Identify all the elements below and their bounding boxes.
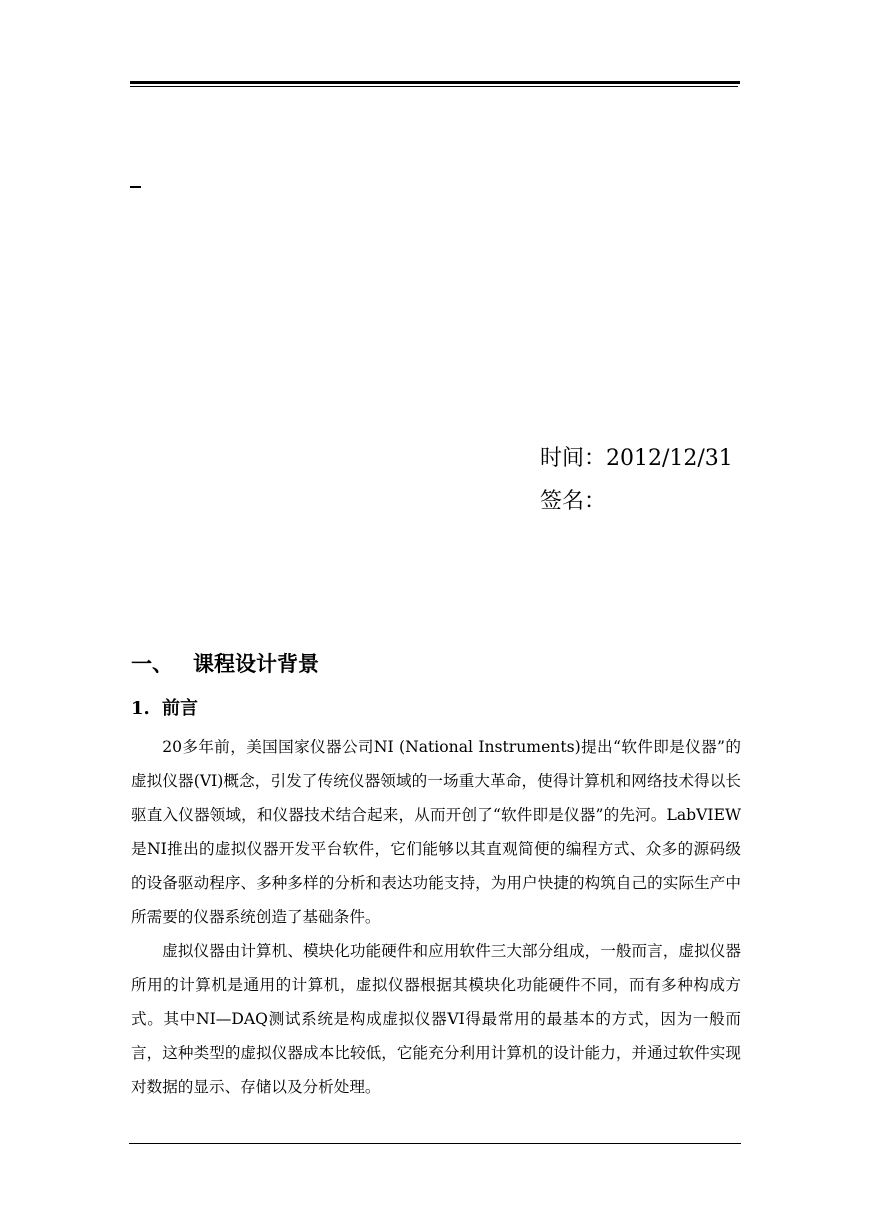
paragraph-composition: 虚拟仪器由计算机、模块化功能硬件和应用软件三大部分组成，一般而言，虚拟仪器所用的计算机是通用的计算机，虚拟仪器根据其模块化功能硬件不同，而有多种构成方式。其中NI—DAQ测试系统是构成虚拟仪器VI得最常用的最基本的方式，因为一般而言，这种类型的虚拟仪器成本比较低，它能充分利用计算机的设计能力，并通过软件实现对数据的显示、存储以及分析处理。 <box>131 942 741 1096</box>
subsection-number: 1. <box>131 698 150 719</box>
underline-mark <box>130 186 141 188</box>
date-line: 时间：2012/12/31 <box>540 446 733 471</box>
subsection-title: 前言 <box>162 698 198 719</box>
header-rule-thin <box>130 86 738 87</box>
section-heading <box>131 650 319 678</box>
paragraph-intro: 20多年前，美国国家仪器公司NI (National Instruments)提出“软件即是仪器”的虚拟仪器(VI)概念，引发了传统仪器领域的一场重大革命，使得计算机和网络技术得以长驱直入仪器领域，和仪器技术结合起来，从而开创了“软件即是仪器”的先河。LabVIEW是NI推出的虚拟仪器开发平台软件，它们能够以其直观简便的编程方式、众多的源码级的设备驱动程序、多种多样的分析和表达功能支持，为用户快捷的构筑自己的实际生产中所需要的仪器系统创造了基础条件。 <box>131 738 741 926</box>
section-number: 一、 <box>131 652 173 676</box>
subsection-heading <box>131 696 198 722</box>
signature-line: 签名： <box>540 489 607 514</box>
footer-rule <box>129 1143 741 1144</box>
section-title: 课程设计背景 <box>193 652 319 676</box>
header-rule-thick <box>130 81 740 84</box>
